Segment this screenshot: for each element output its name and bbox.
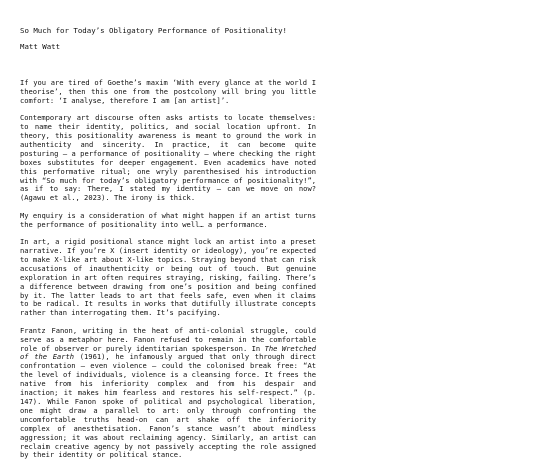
paragraph: If you are tired of Goethe’s maxim ‘With every glance at the world I theorise’, then this one from the postcolony will bring you little comfort: ‘I analyse, therefore I am [an artist]’. (20, 78, 316, 105)
paragraph (20, 327, 316, 461)
paragraph-text: Frantz Fanon, writing in the heat of anti-colonial struggle, could serve as a metaphor here. Fanon refused to remain in the comfortable role of observer or purely identitarian spokesperson. In (20, 325, 316, 353)
book-title: The Wretched of the Earth (20, 343, 317, 362)
document-body (20, 79, 316, 460)
document-page (20, 26, 316, 469)
document-author: Matt Watt (20, 42, 61, 51)
document-title: So Much for Today’s Obligatory Performance of Positionality! (20, 26, 287, 35)
paragraph-text: (1961), he infamously argued that only through direct confrontation – even violence – could the colonised break free: “At the level of individuals, violence is a cleansing force. It frees the native from his inferiority complex and from his despair and inaction; it makes him fearless and restores his self-respect.” (p. 147). While Fanon spoke of political and psychological liberation, one might draw a parallel to art: only through confronting the uncomfortable truths head-on can art shake off the inferiority complex of anesthetisation. Fanon’s stance wasn’t about mindless aggression; it was about reclaiming agency. Similarly, an artist can reclaim creative agency by not passively accepting the role assigned by their identity or political stance. (20, 352, 317, 460)
paragraph: In art, a rigid positional stance might lock an artist into a preset narrative. If you’re X (insert identity or ideology), you’re expected to make X-like art about X-like topics. Straying beyond that can risk accusations of inauthenticity or being out of touch. But genuine exploration in art often requires straying, risking, failing. There’s a difference between drawing from one’s position and being confined by it. The latter leads to art that feels safe, even when it claims to be radical. It results in works that dutifully illustrate concepts rather than interrogating them. It’s pacifying. (20, 237, 316, 318)
paragraph: Contemporary art discourse often asks artists to locate themselves: to name their identity, politics, and social location upfront. In theory, this positionality awareness is meant to ground the work in authenticity and sincerity. In practice, it can become quite posturing – a performance of positionality – where checking the right boxes substitutes for deeper engagement. Even academics have noted this performative ritual; one wryly parenthesised his introduction with “So much for today’s obligatory performance of positionality!”, as if to say: There, I stated my identity – can we move on now? (Agawu et al., 2023). The irony is thick. (20, 113, 316, 203)
paragraph: My enquiry is a consideration of what might happen if an artist turns the performance of positionality into well… a performance. (20, 210, 316, 229)
